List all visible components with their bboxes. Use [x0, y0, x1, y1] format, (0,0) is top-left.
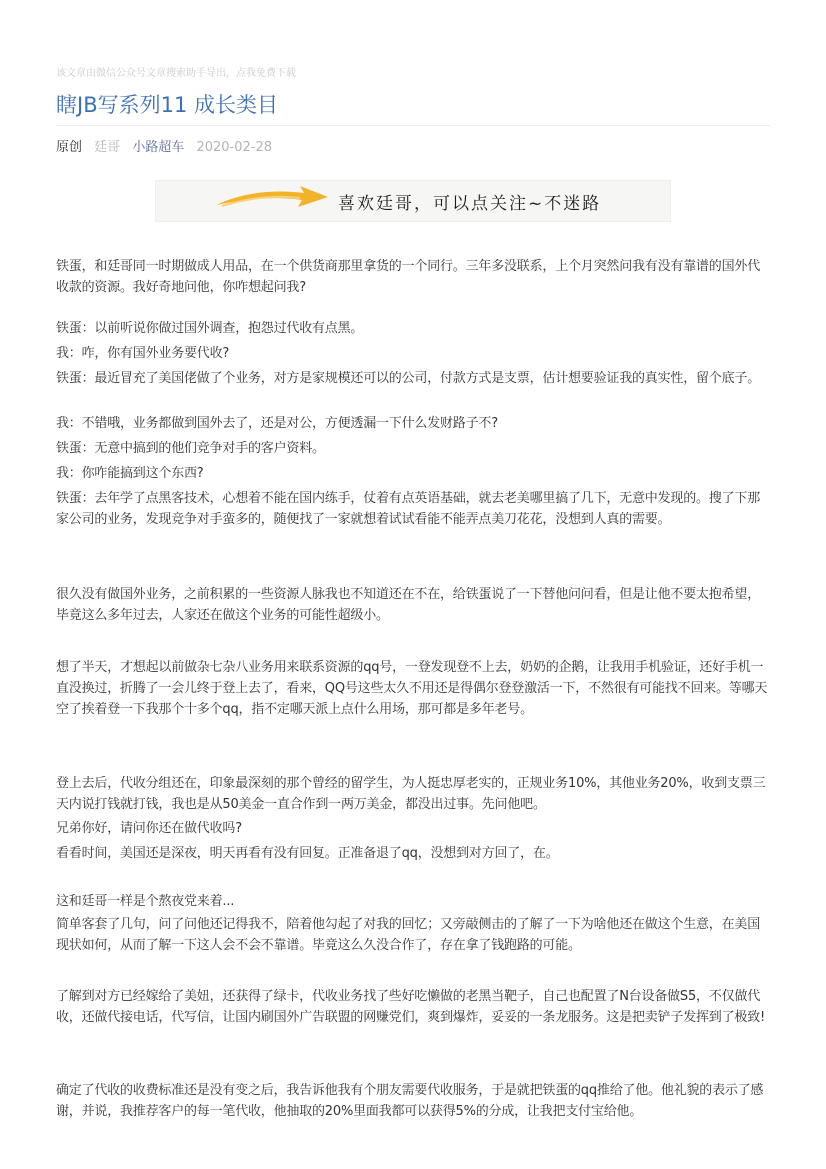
swoosh-arrow-icon: [212, 183, 342, 219]
paragraph: 铁蛋，和廷哥同一时期做成人用品，在一个供货商那里拿货的一个同行。三年多没联系，上个月突然问我有没有靠谱的国外代收款的资源。我好奇地问他，你咋想起问我?: [56, 259, 761, 295]
paragraph: 看看时间，美国还是深夜，明天再看有没有回复。正准备退了qq，没想到对方回了，在。: [56, 846, 559, 861]
paragraph: 兄弟你好，请问你还在做代收吗?: [56, 821, 242, 836]
account-link[interactable]: 小路超车: [132, 140, 185, 155]
publish-date: 2020-02-28: [196, 140, 273, 155]
paragraph: 这和廷哥一样是个熬夜党来着...: [56, 894, 235, 909]
banner-text: 喜欢廷哥，可以点关注~不迷路: [338, 194, 602, 214]
paragraph: 登上去后，代收分组还在，印象最深刻的那个曾经的留学生，为人挺忠厚老实的，正规业务10%，其他业务20%，收到支票三天内说打钱就打钱，我也是从50美金一直合作到一两万美金，都没出过事。先问他吧。: [56, 776, 766, 812]
paragraph: 简单客套了几句，问了问他还记得我不，陪着他勾起了对我的回忆；又旁敲侧击的了解了一下为啥他还在做这个生意，在美国现状如何，从而了解一下这人会不会不靠谱。毕竟这么久没合作了，存在拿了钱跑路的可能。: [56, 917, 761, 953]
paragraph: 我：你咋能搞到这个东西?: [56, 466, 204, 481]
article-title: 瞎JB写系列11 成长类目: [56, 93, 278, 117]
paragraph: 铁蛋：最近冒充了美国佬做了个业务，对方是家规模还可以的公司，付款方式是支票，估计想要验证我的真实性，留个底子。: [56, 371, 761, 386]
paragraph: 很久没有做国外业务，之前积累的一些资源人脉我也不知道还在不在，给铁蛋说了一下替他问问看，但是让他不要太抱希望，毕竟这么多年过去，人家还在做这个业务的可能性超级小。: [56, 587, 761, 623]
paragraph: 铁蛋：以前听说你做过国外调查，抱怨过代收有点黑。: [56, 321, 364, 336]
paragraph: 想了半天，才想起以前做杂七杂八业务用来联系资源的qq号，一登发现登不上去，奶奶的企鹅，让我用手机验证，还好手机一直没换过，折腾了一会儿终于登上去了，看来，QQ号这些太久不用还是得偶尔登登激活一下，不然很有可能找不回来。等哪天空了挨着登一下我那个十多个qq，指不定哪天派上点什么用场，那可都是多年老号。: [56, 660, 768, 717]
paragraph: 铁蛋：无意中搞到的他们竞争对手的客户资料。: [56, 441, 325, 456]
paragraph: 确定了代收的收费标准还是没有变之后，我告诉他我有个朋友需要代收服务，于是就把铁蛋的qq推给了他。他礼貌的表示了感谢，并说，我推荐客户的每一笔代收，他抽取的20%里面我都可以获得5%的分成，让我把支付宝给他。: [56, 1083, 764, 1119]
paragraph: 我：咋，你有国外业务要代收?: [56, 346, 230, 361]
paragraph: 了解到对方已经嫁给了美妞，还获得了绿卡，代收业务找了些好吃懒做的老黑当靶子，自己也配置了N台设备做S5，不仅做代收，还做代接电话，代写信，让国内刷国外广告联盟的网赚党们，爽到爆炸，妥妥的一条龙服务。这是把卖铲子发挥到了极致!: [56, 989, 766, 1025]
paragraph: 我：不错哦，业务都做到国外去了，还是对公，方便透漏一下什么发财路子不?: [56, 416, 498, 431]
original-tag: 原创: [56, 140, 83, 155]
export-note-link[interactable]: 该文章由微信公众号文章搜索助手导出，点我免费下载: [56, 68, 296, 79]
article-meta: [56, 139, 280, 157]
paragraph: 铁蛋：去年学了点黑客技术，心想着不能在国内练手，仗着有点英语基础，就去老美哪里搞了几下，无意中发现的。搜了下那家公司的业务，发现竞争对手蛮多的，随便找了一家就想着试试看能不能弄点美刀花花，没想到人真的需要。: [56, 491, 761, 527]
author-name: 廷哥: [94, 140, 121, 155]
title-divider: [56, 125, 770, 126]
follow-banner: [155, 180, 671, 222]
